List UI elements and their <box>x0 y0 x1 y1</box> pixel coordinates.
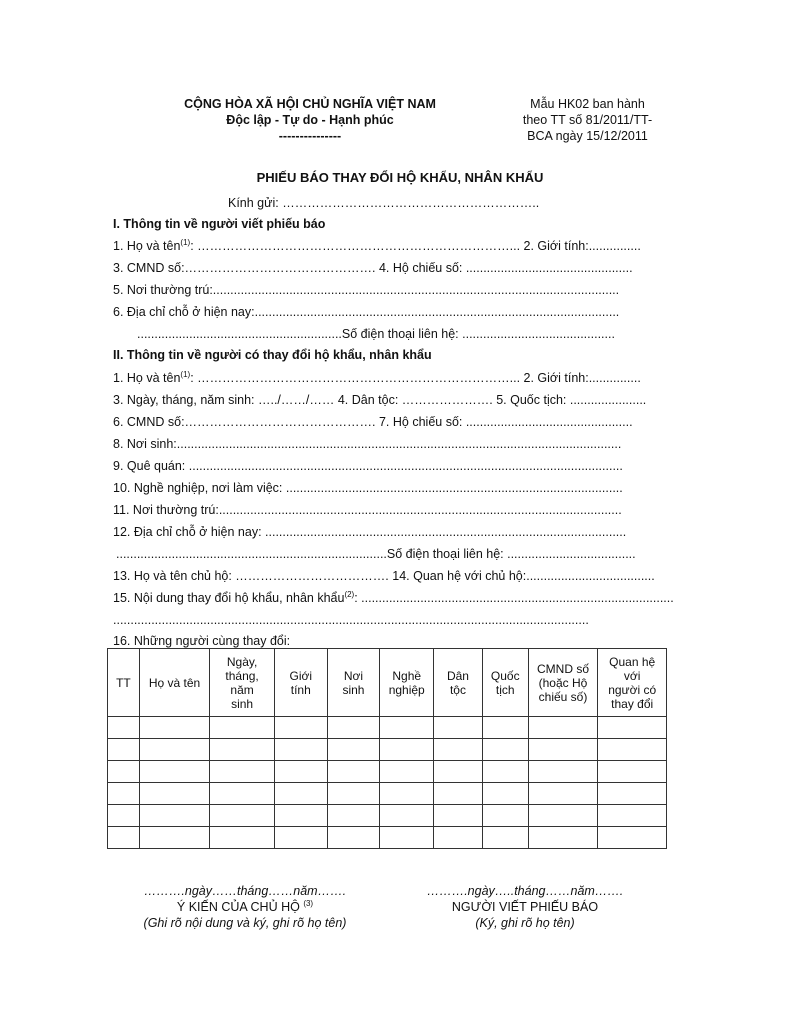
field-label: 15. Nội dung thay đổi hộ khẩu, nhân khẩu <box>113 591 345 605</box>
table-cell <box>482 827 528 849</box>
table-row <box>108 805 667 827</box>
s2-household-head-field: 13. Họ và tên chủ hộ: ………………………………. 14. Quan hệ với chủ hộ:..................................... <box>113 569 655 583</box>
table-cell <box>274 761 327 783</box>
field-dots: : .......................................................................................... <box>354 591 674 605</box>
table-row <box>108 761 667 783</box>
table-cell <box>139 783 209 805</box>
s2-change-content-cont: ......................................................................................................................................... <box>113 613 589 627</box>
col-header: Ngày, tháng, năm sinh <box>210 649 275 717</box>
signature-date: ……….ngày……tháng……năm……. <box>143 884 347 898</box>
signature-title-text: Ý KIẾN CỦA CHỦ HỘ <box>176 900 300 914</box>
table-cell <box>210 805 275 827</box>
table-row <box>108 717 667 739</box>
s2-birthplace-field: 8. Nơi sinh:................................................................................................................................ <box>113 437 622 451</box>
table-cell <box>139 805 209 827</box>
s2-residence-field: 11. Nơi thường trú:.................................................................................................................... <box>113 503 622 517</box>
table-cell <box>598 761 667 783</box>
s2-change-content-field <box>113 591 674 605</box>
table-cell <box>380 761 434 783</box>
col-header: Quan hệ với người có thay đổi <box>598 649 667 717</box>
field-label: 1. Họ và tên <box>113 371 181 385</box>
table-cell <box>434 783 483 805</box>
table-cell <box>108 739 140 761</box>
table-cell <box>108 805 140 827</box>
col-header: Dân tộc <box>434 649 483 717</box>
table-cell <box>274 827 327 849</box>
table-header-row <box>108 649 667 717</box>
section2-heading: II. Thông tin về người có thay đổi hộ khẩu, nhân khẩu <box>113 348 432 362</box>
table-cell <box>210 717 275 739</box>
s1-address-field: 6. Địa chỉ chỗ ở hiện nay:......................................................................................................... <box>113 305 620 319</box>
table-cell <box>327 761 380 783</box>
form-code-line: BCA ngày 15/12/2011 <box>527 129 648 143</box>
footnote-ref: (3) <box>303 899 314 908</box>
col-header: CMND số (hoặc Hộ chiếu số) <box>528 649 598 717</box>
table-cell <box>482 739 528 761</box>
table-cell <box>210 827 275 849</box>
col-header: Họ và tên <box>139 649 209 717</box>
reporter-signature <box>375 883 675 931</box>
s2-id-field: 6. CMND số:………………………………………. 7. Hộ chiếu số: ................................................ <box>113 415 633 429</box>
table-cell <box>528 717 598 739</box>
signature-title <box>95 899 395 915</box>
signature-date: ……….ngày…..tháng……năm……. <box>426 884 624 898</box>
form-code <box>500 96 675 144</box>
table-cell <box>598 739 667 761</box>
table-cell <box>380 717 434 739</box>
s1-phone-field: ...........................................................Số điện thoại liên hệ: ............................................ <box>137 327 615 341</box>
table-cell <box>274 717 327 739</box>
table-cell <box>528 761 598 783</box>
table-cell <box>434 805 483 827</box>
field-label: 1. Họ và tên <box>113 239 181 253</box>
national-motto: Độc lập - Tự do - Hạnh phúc <box>226 113 394 127</box>
table-cell <box>274 739 327 761</box>
table-cell <box>434 739 483 761</box>
field-dots: : …………………………………………………………………... 2. Giới tính:............... <box>190 371 641 385</box>
s2-phone-field: ..............................................................................Số điện thoại liên hệ: ..................................... <box>116 547 636 561</box>
table-cell <box>327 717 380 739</box>
s2-full-name-field <box>113 371 641 385</box>
header-divider: --------------- <box>278 129 342 143</box>
field-dots: : …………………………………………………………………... 2. Giới tính:............... <box>190 239 641 253</box>
table-cell <box>482 761 528 783</box>
table-cell <box>210 761 275 783</box>
table-cell <box>139 827 209 849</box>
table-cell <box>598 827 667 849</box>
form-code-line: Mẫu HK02 ban hành <box>530 97 645 111</box>
table-row <box>108 827 667 849</box>
signature-note: (Ký, ghi rõ họ tên) <box>475 916 575 930</box>
col-header: TT <box>108 649 140 717</box>
table-body <box>108 717 667 849</box>
table-cell <box>327 739 380 761</box>
table-cell <box>434 827 483 849</box>
col-header: Nơi sinh <box>327 649 380 717</box>
form-code-line: theo TT số 81/2011/TT- <box>522 113 653 127</box>
s2-birth-field: 3. Ngày, tháng, năm sinh: …../……/…… 4. Dân tộc: …………………. 5. Quốc tịch: ...................... <box>113 393 647 407</box>
table-cell <box>139 761 209 783</box>
table-cell <box>528 805 598 827</box>
national-header <box>160 96 460 144</box>
s1-id-field: 3. CMND số:………………………………………. 4. Hộ chiếu số: ................................................ <box>113 261 633 275</box>
table-cell <box>528 827 598 849</box>
recipient-field: Kính gửi: …………………………………………………….. <box>228 196 540 210</box>
col-header: Nghề nghiệp <box>380 649 434 717</box>
s1-residence-field: 5. Nơi thường trú:..................................................................................................................... <box>113 283 620 297</box>
signature-title: NGƯỜI VIẾT PHIẾU BÁO <box>451 900 599 914</box>
table-cell <box>380 827 434 849</box>
table-cell <box>274 783 327 805</box>
table-cell <box>434 761 483 783</box>
table-cell <box>210 783 275 805</box>
table-cell <box>598 805 667 827</box>
table-row <box>108 783 667 805</box>
section1-heading: I. Thông tin về người viết phiếu báo <box>113 217 326 231</box>
signature-note: (Ghi rõ nội dung và ký, ghi rõ họ tên) <box>143 916 347 930</box>
table-cell <box>108 827 140 849</box>
table-cell <box>139 717 209 739</box>
col-header: Quốc tịch <box>482 649 528 717</box>
table-cell <box>598 717 667 739</box>
country-name: CỘNG HÒA XÃ HỘI CHỦ NGHĨA VIỆT NAM <box>184 97 436 111</box>
table-cell <box>327 805 380 827</box>
table-cell <box>108 783 140 805</box>
s2-address-field: 12. Địa chỉ chỗ ở hiện nay: ........................................................................................................ <box>113 525 627 539</box>
table-row <box>108 739 667 761</box>
table-cell <box>380 805 434 827</box>
table-cell <box>482 783 528 805</box>
s2-hometown-field: 9. Quê quán: ............................................................................................................................. <box>113 459 623 473</box>
table-cell <box>108 761 140 783</box>
table-cell <box>482 717 528 739</box>
table-cell <box>380 783 434 805</box>
table-cell <box>434 717 483 739</box>
footnote-ref: (1) <box>180 238 191 247</box>
footnote-ref: (2) <box>344 590 355 599</box>
table-cell <box>210 739 275 761</box>
table-cell <box>380 739 434 761</box>
s1-full-name-field <box>113 239 641 253</box>
table-cell <box>327 783 380 805</box>
table-cell <box>327 827 380 849</box>
table-cell <box>482 805 528 827</box>
s2-co-changers-label: 16. Những người cùng thay đổi: <box>113 634 291 648</box>
s2-occupation-field: 10. Nghề nghiệp, nơi làm việc: ................................................................................................. <box>113 481 623 495</box>
table-cell <box>274 805 327 827</box>
table-cell <box>108 717 140 739</box>
col-header: Giới tính <box>274 649 327 717</box>
table-cell <box>139 739 209 761</box>
table-cell <box>528 783 598 805</box>
footnote-ref: (1) <box>180 370 191 379</box>
table-cell <box>598 783 667 805</box>
table-cell <box>528 739 598 761</box>
document-title: PHIẾU BÁO THAY ĐỔI HỘ KHẨU, NHÂN KHẨU <box>256 170 544 185</box>
co-changers-table <box>107 648 667 849</box>
household-head-signature <box>95 883 395 931</box>
